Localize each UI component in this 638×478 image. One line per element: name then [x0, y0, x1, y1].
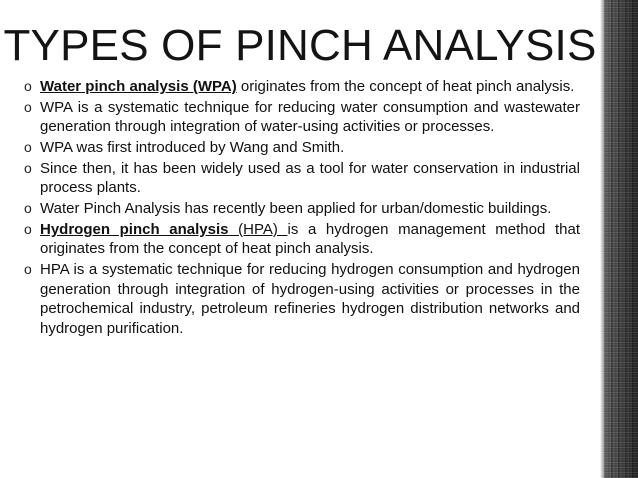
wpa-term: Water pinch analysis (WPA) — [40, 78, 237, 95]
bullet-wpa-definition — [24, 77, 580, 97]
bullet-hpa-definition — [24, 220, 580, 259]
bullet-marker-icon: o — [24, 200, 32, 217]
bullet-marker-icon: o — [24, 78, 32, 94]
bullet-text: WPA is a systematic technique for reducing water consumption and wastewater generation through integration of water-using activities or processes. — [40, 98, 580, 136]
bullet-hpa-technique — [24, 260, 580, 338]
bullet-marker-icon: o — [24, 261, 32, 278]
bullet-wpa-urban — [24, 199, 580, 219]
bullet-text: Water Pinch Analysis has recently been applied for urban/domestic buildings. — [40, 200, 552, 218]
bullet-text: originates from the concept of heat pinch analysis. — [236, 78, 575, 95]
bullet-list — [24, 77, 580, 340]
slide-title: TYPES OF PINCH ANALYSIS — [3, 21, 597, 70]
hpa-abbrev: (HPA) — [228, 220, 288, 238]
bullet-marker-icon: o — [24, 98, 32, 115]
bullet-text: WPA was first introduced by Wang and Smith. — [40, 139, 345, 157]
bullet-marker-icon: o — [24, 159, 32, 176]
hpa-term: Hydrogen pinch analysis — [40, 220, 229, 238]
bullet-wpa-origin — [24, 138, 580, 158]
bullet-marker-icon: o — [24, 220, 32, 237]
bullet-text: is a hydrogen management method that originates from the concept of heat pinch analysis. — [40, 220, 580, 258]
bullet-wpa-usage — [24, 159, 580, 198]
bullet-text: Since then, it has been widely used as a tool for water conservation in industrial process plants. — [40, 159, 580, 197]
bullet-wpa-technique — [24, 98, 580, 137]
bullet-text: HPA is a systematic technique for reducing hydrogen consumption and hydrogen generation through integration of hydrogen-using activities or processes in the petrochemical industry, petroleum refineries hydrogen distribution networks and hydrogen purification. — [40, 261, 580, 337]
bullet-marker-icon: o — [24, 139, 32, 156]
decorative-side-band — [600, 0, 638, 478]
